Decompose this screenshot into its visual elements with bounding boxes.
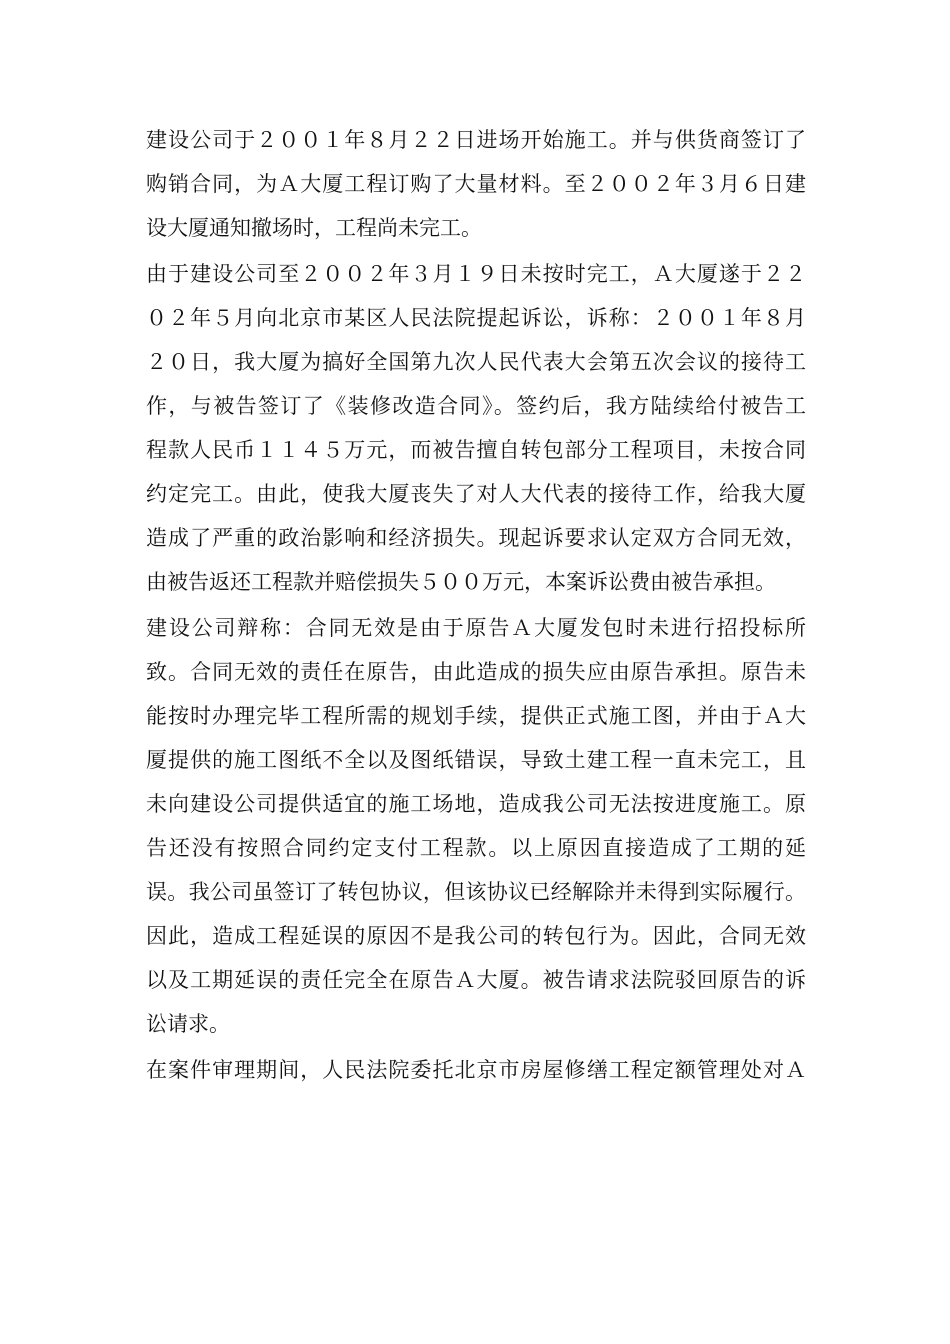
document-body	[146, 118, 806, 1092]
text-line: 因此，造成工程延误的原因不是我公司的转包行为。因此，合同无效	[146, 924, 806, 948]
text-line: 在案件审理期间，人民法院委托北京市房屋修缮工程定额管理处对Ａ	[146, 1058, 806, 1082]
text-line: 约定完工。由此，使我大厦丧失了对人大代表的接待工作，给我大厦	[146, 482, 806, 506]
text-line: 厦提供的施工图纸不全以及图纸错误，导致土建工程一直未完工，且	[146, 748, 806, 772]
text-line: 购销合同，为Ａ大厦工程订购了大量材料。至２００２年３月６日建	[146, 172, 806, 196]
text-line: 误。我公司虽签订了转包协议，但该协议已经解除并未得到实际履行。	[146, 880, 806, 904]
text-line: 建设公司辩称：合同无效是由于原告Ａ大厦发包时未进行招投标所	[146, 616, 806, 640]
text-line: 致。合同无效的责任在原告，由此造成的损失应由原告承担。原告未	[146, 660, 806, 684]
text-line: 设大厦通知撤场时，工程尚未完工。	[146, 216, 482, 240]
paragraph-court-review	[146, 1048, 806, 1092]
text-line: 以及工期延误的责任完全在原告Ａ大厦。被告请求法院驳回原告的诉	[146, 968, 806, 992]
text-line: 程款人民币１１４５万元，而被告擅自转包部分工程项目，未按合同	[146, 438, 806, 462]
text-line: ２０日，我大厦为搞好全国第九次人民代表大会第五次会议的接待工	[146, 350, 806, 374]
text-line: ０２年５月向北京市某区人民法院提起诉讼，诉称：２００１年８月	[146, 306, 806, 330]
text-line: 能按时办理完毕工程所需的规划手续，提供正式施工图，并由于Ａ大	[146, 704, 806, 728]
paragraph-construction-start	[146, 118, 806, 250]
text-line: 由于建设公司至２００２年３月１９日未按时完工，Ａ大厦遂于２２	[146, 262, 806, 286]
paragraph-plaintiff-claim	[146, 252, 806, 604]
text-line: 由被告返还工程款并赔偿损失５００万元，本案诉讼费由被告承担。	[146, 570, 776, 594]
text-line: 讼请求。	[146, 1012, 230, 1036]
text-line: 建设公司于２００１年８月２２日进场开始施工。并与供货商签订了	[146, 128, 806, 152]
text-line: 告还没有按照合同约定支付工程款。以上原因直接造成了工期的延	[146, 836, 806, 860]
text-line: 未向建设公司提供适宜的施工场地，造成我公司无法按进度施工。原	[146, 792, 806, 816]
paragraph-defendant-response	[146, 606, 806, 1046]
text-line: 作，与被告签订了《装修改造合同》。签约后，我方陆续给付被告工	[146, 394, 806, 418]
text-line: 造成了严重的政治影响和经济损失。现起诉要求认定双方合同无效，	[146, 526, 806, 550]
